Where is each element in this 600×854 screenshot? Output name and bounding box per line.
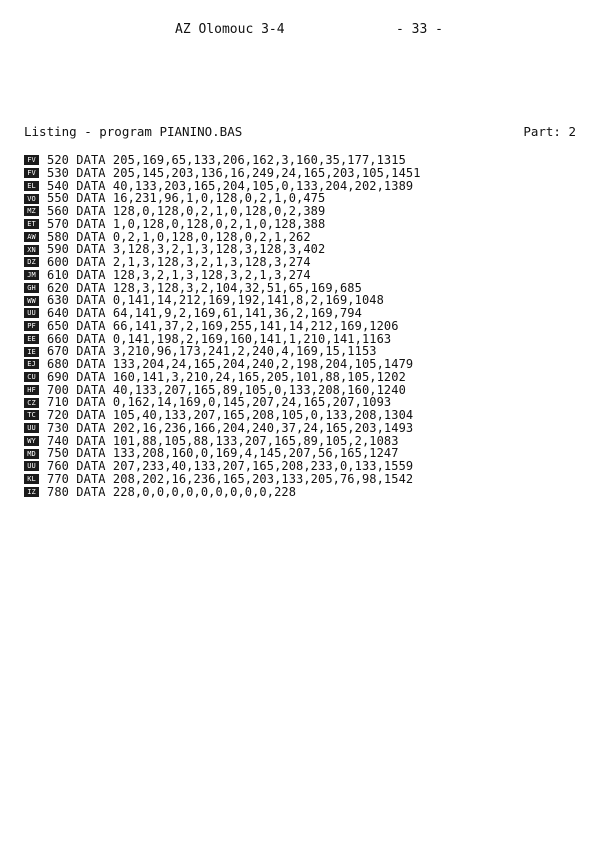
checksum-badge: JM <box>24 270 39 280</box>
code-line <box>24 269 584 282</box>
code-text: 700 DATA 40,133,207,165,89,105,0,133,208,160,1240 <box>47 382 406 397</box>
checksum-badge: IZ <box>24 487 39 497</box>
code-text: 740 DATA 101,88,105,88,133,207,165,89,105,2,1083 <box>47 433 399 448</box>
code-line <box>24 371 584 384</box>
code-text: 540 DATA 40,133,203,165,204,105,0,133,204,202,1389 <box>47 178 414 193</box>
code-line <box>24 473 584 486</box>
checksum-badge: GH <box>24 283 39 293</box>
checksum-badge: CU <box>24 372 39 382</box>
code-text: 590 DATA 3,128,3,2,1,3,128,3,128,3,402 <box>47 242 326 257</box>
page-header <box>0 20 600 40</box>
code-text: 750 DATA 133,208,160,0,169,4,145,207,56,165,1247 <box>47 446 399 461</box>
code-text: 570 DATA 1,0,128,0,128,0,2,1,0,128,388 <box>47 216 326 231</box>
checksum-badge: UU <box>24 308 39 318</box>
checksum-badge: FV <box>24 168 39 178</box>
listing-bar <box>24 124 576 140</box>
code-text: 760 DATA 207,233,40,133,207,165,208,233,0,133,1559 <box>47 459 414 473</box>
checksum-badge: DZ <box>24 257 39 267</box>
page-number: - 33 - <box>396 22 443 37</box>
code-text: 680 DATA 133,204,24,165,204,240,2,198,204,105,1479 <box>47 357 414 371</box>
checksum-badge: EE <box>24 334 39 344</box>
code-line <box>24 205 584 218</box>
code-text: 710 DATA 0,162,14,169,0,145,207,24,165,207,1093 <box>47 395 392 410</box>
code-text: 650 DATA 66,141,37,2,169,255,141,14,212,169,1206 <box>47 318 399 333</box>
code-text: 660 DATA 0,141,198,2,169,160,141,1,210,141,1163 <box>47 331 392 346</box>
checksum-badge: WW <box>24 296 39 306</box>
code-text: 620 DATA 128,3,128,3,2,104,32,51,65,169,685 <box>47 280 362 295</box>
checksum-badge: EJ <box>24 359 39 369</box>
checksum-badge: EL <box>24 181 39 191</box>
code-line <box>24 307 584 320</box>
code-line <box>24 320 584 333</box>
checksum-badge: KL <box>24 474 39 484</box>
code-line <box>24 422 584 435</box>
code-text: 640 DATA 64,141,9,2,169,61,141,36,2,169,794 <box>47 306 362 320</box>
checksum-badge: MZ <box>24 206 39 216</box>
listing-part: Part: 2 <box>523 124 576 139</box>
code-text: 530 DATA 205,145,203,136,16,249,24,165,203,105,1451 <box>47 165 421 180</box>
code-line <box>24 154 584 167</box>
code-text: 580 DATA 0,2,1,0,128,0,128,0,2,1,262 <box>47 229 311 244</box>
code-line <box>24 167 584 180</box>
checksum-badge: UU <box>24 461 39 471</box>
code-line <box>24 218 584 231</box>
code-text: 560 DATA 128,0,128,0,2,1,0,128,0,2,389 <box>47 204 326 218</box>
header-title: AZ Olomouc 3-4 <box>175 22 285 37</box>
code-text: 730 DATA 202,16,236,166,204,240,37,24,165,203,1493 <box>47 420 414 435</box>
code-text: 550 DATA 16,231,96,1,0,128,0,2,1,0,475 <box>47 191 326 206</box>
checksum-badge: ET <box>24 219 39 229</box>
listing-title: Listing - program PIANINO.BAS <box>24 124 243 139</box>
code-text: 520 DATA 205,169,65,133,206,162,3,160,35,177,1315 <box>47 153 406 167</box>
checksum-badge: HF <box>24 385 39 395</box>
checksum-badge: WY <box>24 436 39 446</box>
code-line <box>24 409 584 422</box>
code-line <box>24 358 584 371</box>
checksum-badge: MD <box>24 449 39 459</box>
code-text: 670 DATA 3,210,96,173,241,2,240,4,169,15,1153 <box>47 344 377 359</box>
checksum-badge: FV <box>24 155 39 165</box>
code-text: 770 DATA 208,202,16,236,165,203,133,205,76,98,1542 <box>47 471 414 486</box>
code-text: 600 DATA 2,1,3,128,3,2,1,3,128,3,274 <box>47 255 311 269</box>
code-text: 610 DATA 128,3,2,1,3,128,3,2,1,3,274 <box>47 267 311 282</box>
code-text: 630 DATA 0,141,14,212,169,192,141,8,2,169,1048 <box>47 293 384 308</box>
code-line <box>24 486 584 499</box>
code-text: 720 DATA 105,40,133,207,165,208,105,0,133,208,1304 <box>47 408 414 422</box>
code-line <box>24 256 584 269</box>
code-text: 780 DATA 228,0,0,0,0,0,0,0,0,0,228 <box>47 484 297 499</box>
checksum-badge: XN <box>24 245 39 255</box>
checksum-badge: TC <box>24 410 39 420</box>
code-line <box>24 460 584 473</box>
checksum-badge: IE <box>24 347 39 357</box>
checksum-badge: AW <box>24 232 39 242</box>
checksum-badge: PF <box>24 321 39 331</box>
checksum-badge: VO <box>24 194 39 204</box>
checksum-badge: CZ <box>24 398 39 408</box>
checksum-badge: UU <box>24 423 39 433</box>
code-listing <box>24 154 584 498</box>
code-text: 690 DATA 160,141,3,210,24,165,205,101,88,105,1202 <box>47 369 406 384</box>
